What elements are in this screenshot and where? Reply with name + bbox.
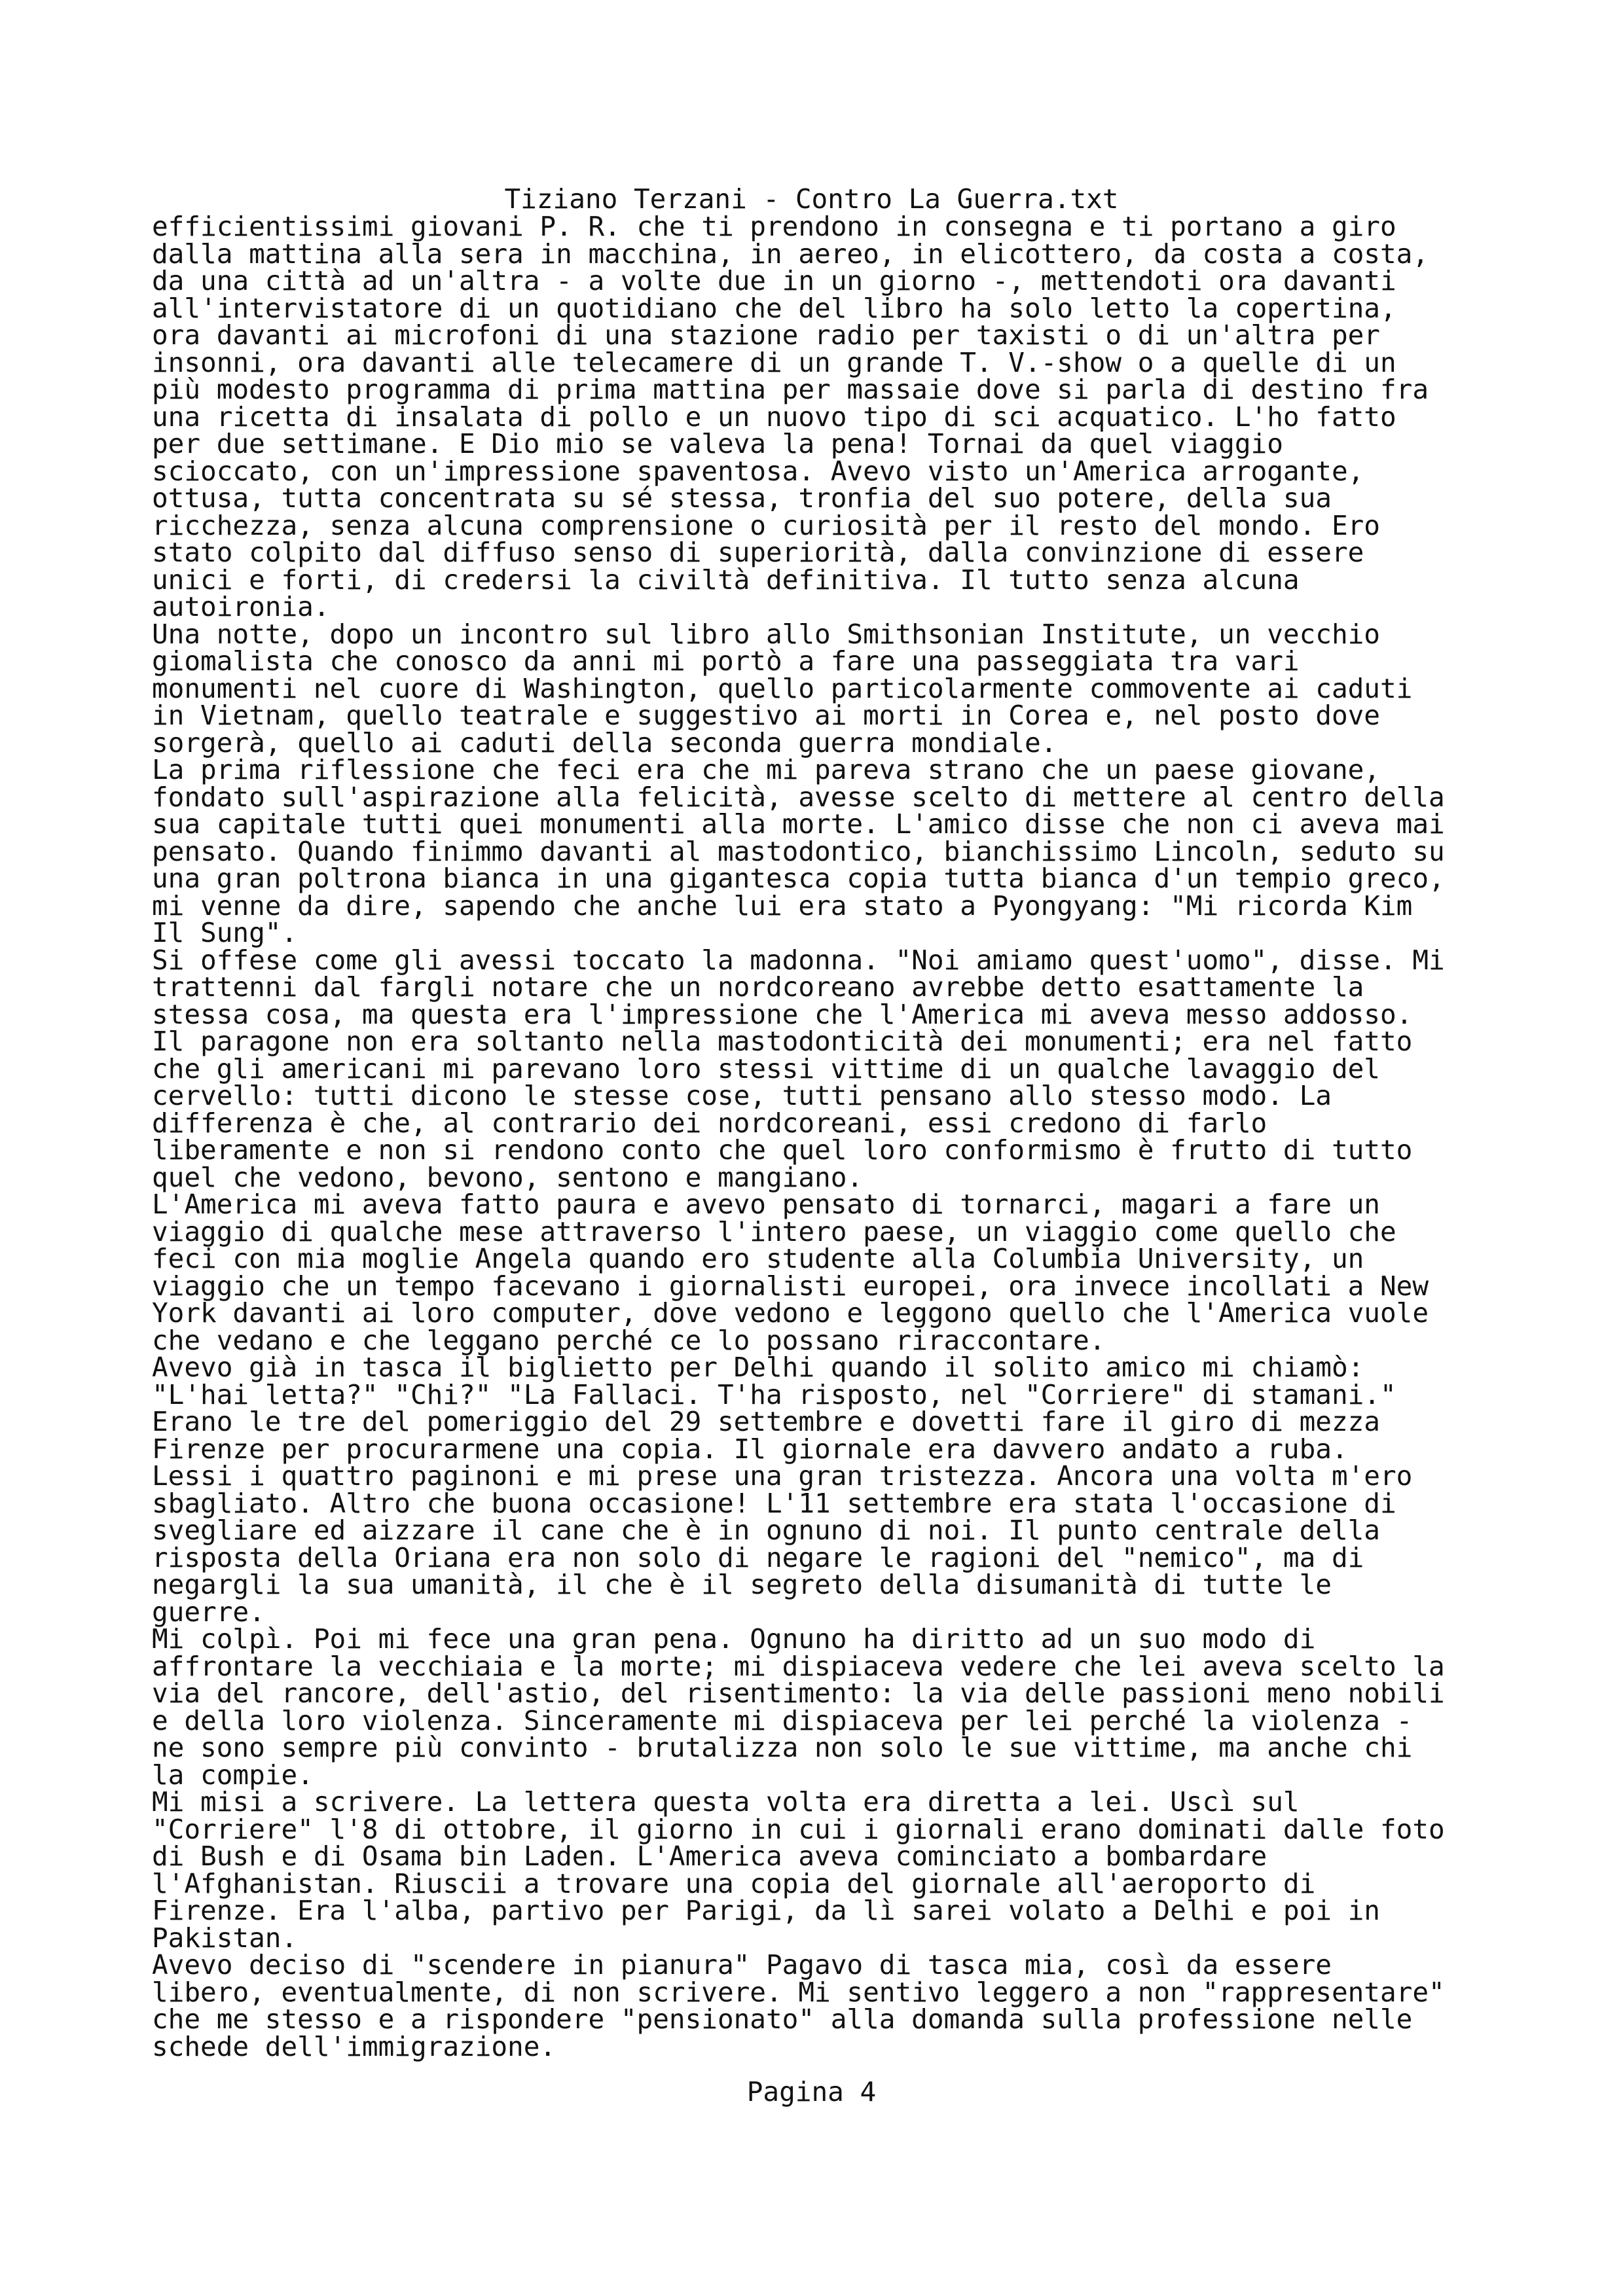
text-line: per due settimane. E Dio mio se valeva la pena! Tornai da quel viaggio bbox=[152, 428, 1283, 459]
text-line: una gran poltrona bianca in una gigantesca copia tutta bianca d'un tempio greco, bbox=[152, 863, 1445, 894]
text-line: pensato. Quando finimmo davanti al mastodontico, bianchissimo Lincoln, seduto su bbox=[152, 835, 1445, 867]
text-line: l'Afghanistan. Riuscii a trovare una copia del giornale all'aeroporto di bbox=[152, 1867, 1316, 1899]
text-line: viaggio di qualche mese attraverso l'intero paese, un viaggio come quello che bbox=[152, 1215, 1396, 1247]
text-line: La prima riflessione che feci era che mi pareva strano che un paese giovane, bbox=[152, 754, 1380, 785]
text-line: Il Sung". bbox=[152, 917, 298, 948]
text-line: fondato sull'aspirazione alla felicità, avesse scelto di mettere al centro della bbox=[152, 781, 1445, 813]
text-line: di Bush e di Osama bin Laden. L'America aveva cominciato a bombardare bbox=[152, 1840, 1267, 1872]
text-line: libero, eventualmente, di non scrivere. Mi sentivo leggero a non "rappresentare" bbox=[152, 1976, 1445, 2008]
text-line: insonni, ora davanti alle telecamere di un grande T. V.-show o a quelle di un bbox=[152, 346, 1396, 378]
text-line: scioccato, con un'impressione spaventosa. Avevo visto un'America arrogante, bbox=[152, 455, 1364, 487]
text-line: schede dell'immigrazione. bbox=[152, 2030, 556, 2062]
text-line: Si offese come gli avessi toccato la madonna. "Noi amiamo quest'uomo", disse. Mi bbox=[152, 944, 1445, 976]
text-line: cervello: tutti dicono le stesse cose, tutti pensano allo stesso modo. La bbox=[152, 1080, 1332, 1111]
text-line: Firenze per procurarmene una copia. Il giornale era davvero andato a ruba. bbox=[152, 1433, 1348, 1465]
text-line: stato colpito dal diffuso senso di superiorità, dalla convinzione di essere bbox=[152, 537, 1364, 568]
text-line: la compie. bbox=[152, 1759, 314, 1791]
text-line: Il paragone non era soltanto nella mastodonticità dei monumenti; era nel fatto bbox=[152, 1026, 1413, 1057]
text-line: più modesto programma di prima mattina per massaie dove si parla di destino fra bbox=[152, 374, 1429, 405]
text-line: Lessi i quattro paginoni e mi prese una gran tristezza. Ancora una volta m'ero bbox=[152, 1460, 1413, 1492]
document-body bbox=[152, 213, 1501, 2060]
text-line: differenza è che, al contrario dei nordcoreani, essi credono di farlo bbox=[152, 1107, 1267, 1139]
text-line: Una notte, dopo un incontro sul libro allo Smithsonian Institute, un vecchio bbox=[152, 618, 1380, 650]
text-line: Pakistan. bbox=[152, 1922, 298, 1954]
text-line: mi venne da dire, sapendo che anche lui era stato a Pyongyang: "Mi ricorda Kim bbox=[152, 889, 1413, 922]
text-line: giomalista che conosco da anni mi portò a fare una passeggiata tra vari bbox=[152, 645, 1300, 677]
text-line: sua capitale tutti quei monumenti alla morte. L'amico disse che non ci aveva mai bbox=[152, 808, 1445, 840]
text-line: via del rancore, dell'astio, del risentimento: la via delle passioni meno nobili bbox=[152, 1677, 1445, 1709]
text-line: guerre. bbox=[152, 1596, 265, 1628]
text-line: efficientissimi giovani P. R. che ti prendono in consegna e ti portano a giro bbox=[152, 211, 1396, 242]
text-line: svegliare ed aizzare il cane che è in ognuno di noi. Il punto centrale della bbox=[152, 1515, 1380, 1546]
page-footer: Pagina 4 bbox=[746, 2076, 877, 2108]
text-line: stessa cosa, ma questa era l'impressione che l'America mi aveva messo addosso. bbox=[152, 998, 1413, 1030]
text-line: ne sono sempre più convinto - brutalizza non solo le sue vittime, ma anche chi bbox=[152, 1732, 1413, 1763]
text-line: liberamente e non si rendono conto che quel loro conformismo è frutto di tutto bbox=[152, 1134, 1413, 1166]
text-line: Mi misi a scrivere. La lettera questa volta era diretta a lei. Uscì sul bbox=[152, 1786, 1300, 1818]
text-line: viaggio che un tempo facevano i giornalisti europei, ora invece incollati a New bbox=[152, 1270, 1429, 1302]
text-line: risposta della Oriana era non solo di negare le ragioni del "nemico", ma di bbox=[152, 1541, 1364, 1573]
text-line: monumenti nel cuore di Washington, quello particolarmente commovente ai caduti bbox=[152, 672, 1413, 704]
text-line: affrontare la vecchiaia e la morte; mi dispiaceva vedere che lei aveva scelto la bbox=[152, 1650, 1445, 1682]
text-line: L'America mi aveva fatto paura e avevo pensato di tornarci, magari a fare un bbox=[152, 1189, 1380, 1220]
text-line: unici e forti, di credersi la civiltà definitiva. Il tutto senza alcuna bbox=[152, 564, 1300, 596]
text-line: Avevo deciso di "scendere in pianura" Pagavo di tasca mia, così da essere bbox=[152, 1949, 1332, 1981]
text-line: da una città ad un'altra - a volte due in un giorno -, mettendoti ora davanti bbox=[152, 265, 1396, 296]
text-line: che me stesso e a rispondere "pensionato" alla domanda sulla professione nelle bbox=[152, 2003, 1413, 2035]
text-line: in Vietnam, quello teatrale e suggestivo ai morti in Corea e, nel posto dove bbox=[152, 700, 1380, 731]
text-line: all'intervistatore di un quotidiano che del libro ha solo letto la copertina, bbox=[152, 292, 1396, 324]
text-line: "Corriere" l'8 di ottobre, il giorno in cui i giornali erano dominati dalle foto bbox=[152, 1813, 1445, 1845]
text-line: e della loro violenza. Sinceramente mi dispiaceva per lei perché la violenza - bbox=[152, 1704, 1413, 1736]
text-line: sbagliato. Altro che buona occasione! L'11 settembre era stata l'occasione di bbox=[152, 1487, 1396, 1519]
text-line: "L'hai letta?" "Chi?" "La Fallaci. T'ha risposto, nel "Corriere" di stamani." bbox=[152, 1378, 1396, 1410]
text-line: Firenze. Era l'alba, partivo per Parigi, da lì sarei volato a Delhi e poi in bbox=[152, 1895, 1380, 1926]
text-line: una ricetta di insalata di pollo e un nuovo tipo di sci acquatico. L'ho fatto bbox=[152, 401, 1396, 433]
text-line: ora davanti ai microfoni di una stazione radio per taxisti o di un'altra per bbox=[152, 319, 1380, 351]
text-line: feci con mia moglie Angela quando ero studente alla Columbia University, un bbox=[152, 1243, 1364, 1274]
text-line: Mi colpì. Poi mi fece una gran pena. Ognuno ha diritto ad un suo modo di bbox=[152, 1623, 1316, 1655]
text-line: dalla mattina alla sera in macchina, in aereo, in elicottero, da costa a costa, bbox=[152, 238, 1429, 270]
text-line: che gli americani mi parevano loro stessi vittime di un qualche lavaggio del bbox=[152, 1052, 1380, 1085]
text-line: negargli la sua umanità, il che è il segreto della disumanità di tutte le bbox=[152, 1569, 1332, 1600]
page-header: Tiziano Terzani - Contro La Guerra.txt bbox=[504, 183, 1119, 215]
text-line: York davanti ai loro computer, dove vedono e leggono quello che l'America vuole bbox=[152, 1297, 1429, 1329]
text-line: ottusa, tutta concentrata su sé stessa, tronfia del suo potere, della sua bbox=[152, 482, 1332, 514]
text-line: che vedano e che leggano perché ce lo possano riraccontare. bbox=[152, 1324, 1106, 1356]
text-line: Avevo già in tasca il biglietto per Delhi quando il solito amico mi chiamò: bbox=[152, 1352, 1364, 1383]
text-line: sorgerà, quello ai caduti della seconda guerra mondiale. bbox=[152, 726, 1057, 759]
text-line: Erano le tre del pomeriggio del 29 settembre e dovetti fare il giro di mezza bbox=[152, 1406, 1380, 1437]
text-line: trattenni dal fargli notare che un nordcoreano avrebbe detto esattamente la bbox=[152, 971, 1364, 1003]
text-line: ricchezza, senza alcuna comprensione o curiosità per il resto del mondo. Ero bbox=[152, 509, 1380, 541]
text-line: autoironia. bbox=[152, 591, 330, 622]
text-line: quel che vedono, bevono, sentono e mangiano. bbox=[152, 1161, 864, 1193]
